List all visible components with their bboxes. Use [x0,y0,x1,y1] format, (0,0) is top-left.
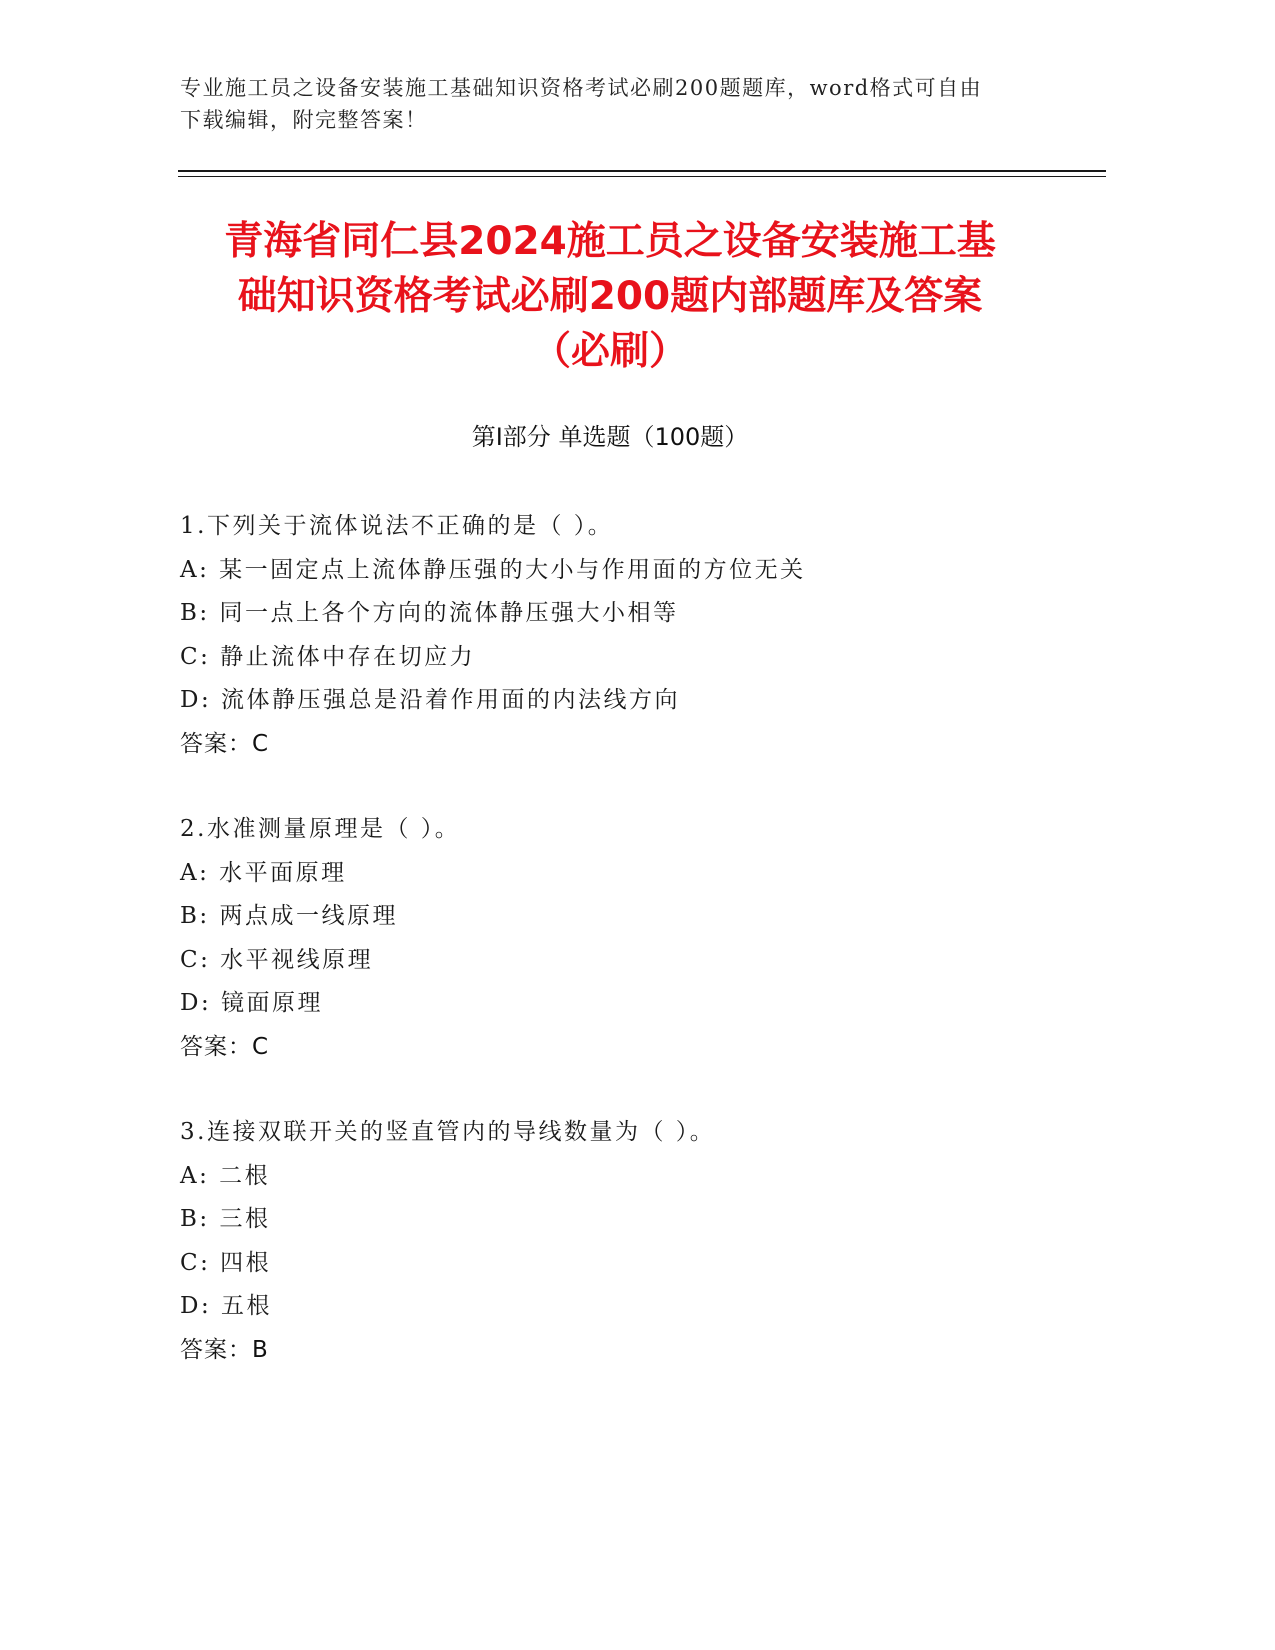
title-line-2: 础知识资格考试必刷200题内部题库及答案 [237,274,983,319]
answer-line: 答案：B [180,1336,269,1363]
option-d: D: 流体静压强总是沿着作用面的内法线方向 [180,687,681,713]
question-3 [180,1111,1080,1372]
header-divider-thin [178,176,1106,177]
option-a: A: 水平面原理 [180,859,347,886]
option-c: C: 静止流体中存在切应力 [180,643,476,670]
answer-line: 答案：C [180,1033,270,1060]
question-stem: 1.下列关于流体说法不正确的是（ ）。 [180,513,614,539]
option-b: B: 同一点上各个方向的流体静压强大小相等 [180,600,679,626]
option-b: B: 两点成一线原理 [180,903,398,929]
question-stem: 3.连接双联开关的竖直管内的导线数量为（ ）。 [180,1119,716,1145]
intro-line-2: 下载编辑，附完整答案！ [180,108,428,132]
title-line-3: （必刷） [531,329,688,374]
option-d: D: 镜面原理 [180,990,324,1016]
intro-paragraph [180,72,1060,136]
section-heading: 第Ⅰ部分 单选题（100题） [471,423,749,451]
option-c: C: 水平视线原理 [180,946,374,973]
intro-line-1: 专业施工员之设备安装施工基础知识资格考试必刷200题题库，word格式可自由 [180,76,983,100]
option-a: A: 二根 [180,1162,271,1189]
option-c: C: 四根 [180,1249,272,1276]
option-b: B: 三根 [180,1206,271,1232]
answer-line: 答案：C [180,730,270,757]
question-stem: 2.水准测量原理是（ ）。 [180,816,461,842]
option-a: A: 某一固定点上流体静压强的大小与作用面的方位无关 [180,556,806,583]
title-line-1: 青海省同仁县2024施工员之设备安装施工基 [224,219,996,264]
question-list [180,505,1080,1414]
question-1 [180,505,1080,766]
header-divider-thick [178,170,1106,172]
question-2 [180,808,1080,1069]
option-d: D: 五根 [180,1293,273,1319]
document-title [160,214,1060,379]
